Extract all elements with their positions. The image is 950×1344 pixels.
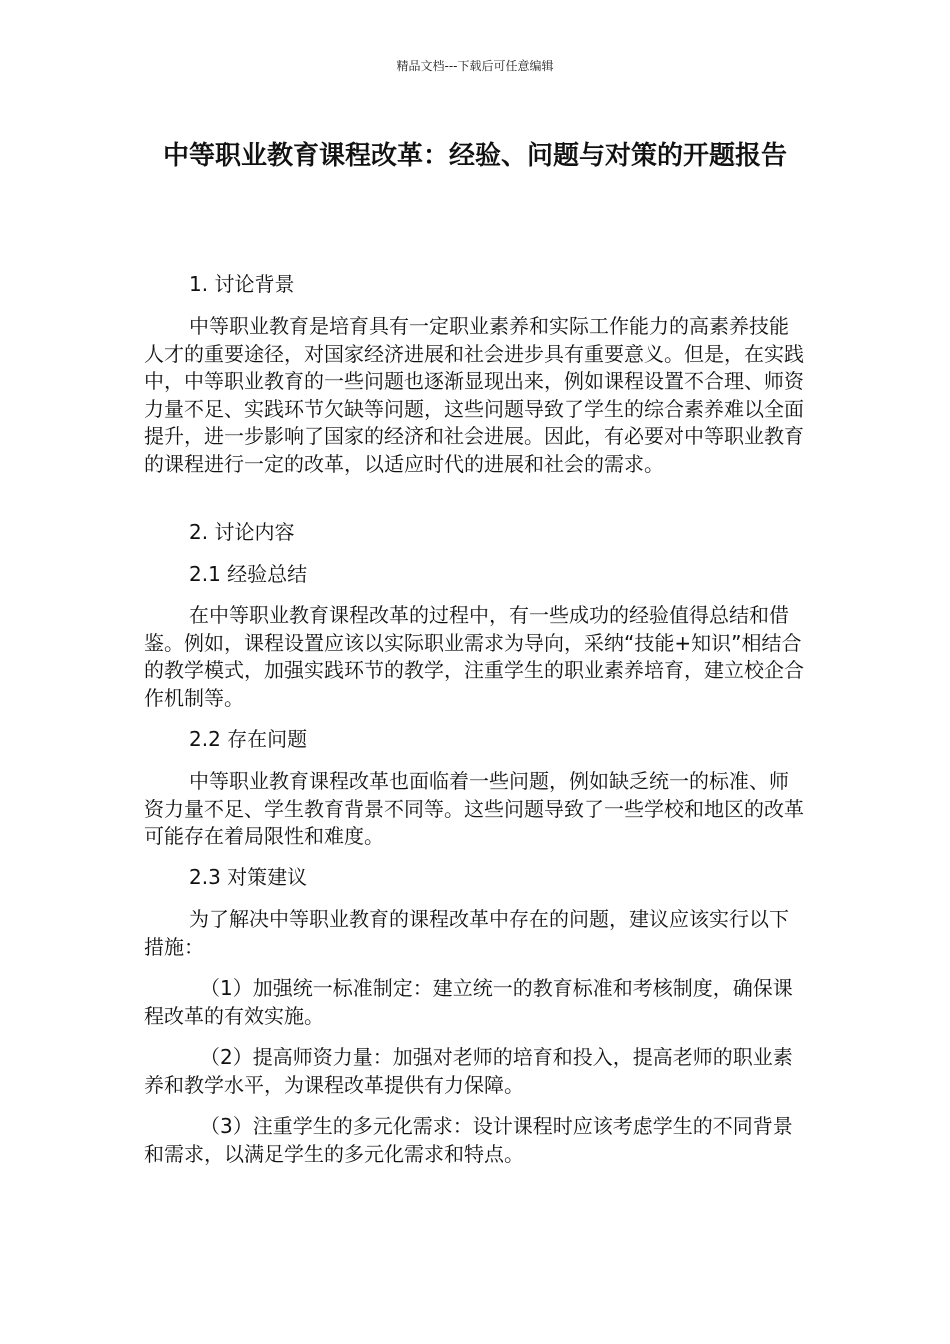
background-paragraph: 中等职业教育是培育具有一定职业素养和实际工作能力的高素养技能人才的重要途径，对国家经济进展和社会进步具有重要意义。但是，在实践中，中等职业教育的一些问题也逐渐显现出来，例如课程设置不合理、师资力量不足、实践环节欠缺等问题，这些问题导致了学生的综合素养难以全面提升，进一步影响了国家的经济和社会进展。因此，有必要对中等职业教育的课程进行一定的改革，以适应时代的进展和社会的需求。 [144, 314, 804, 476]
experience-paragraph: 在中等职业教育课程改革的过程中，有一些成功的经验值得总结和借鉴。例如，课程设置应该以实际职业需求为导向，采纳“技能+知识”相结合的教学模式，加强实践环节的教学，注重学生的职业素养培育，建立校企合作机制等。 [144, 603, 804, 710]
measure-item-3-block [144, 1113, 808, 1168]
countermeasures-intro-block [144, 906, 808, 961]
measure-item: （3）注重学生的多元化需求：设计课程时应该考虑学生的不同背景和需求，以满足学生的多元化需求和特点。 [144, 1114, 793, 1166]
background-paragraph-block [144, 313, 808, 478]
problems-paragraph: 中等职业教育课程改革也面临着一些问题，例如缺乏统一的标准、师资力量不足、学生教育背景不同等。这些问题导致了一些学校和地区的改革可能存在着局限性和难度。 [144, 769, 804, 848]
section-heading-content: 2. 讨论内容 [189, 520, 295, 544]
section-heading-problems: 2.2 存在问题 [189, 727, 308, 751]
measure-item-1-block [144, 975, 808, 1030]
header-note: 精品文档---下载后可任意编辑 [396, 59, 554, 73]
measure-item-2-block [144, 1044, 808, 1099]
countermeasures-intro: 为了解决中等职业教育的课程改革中存在的问题，建议应该实行以下措施： [144, 907, 789, 959]
document-title: 中等职业教育课程改革：经验、问题与对策的开题报告 [162, 141, 787, 171]
section-heading-experience: 2.1 经验总结 [189, 562, 308, 586]
section-heading-background: 1. 讨论背景 [189, 272, 295, 296]
section-heading-countermeasures: 2.3 对策建议 [189, 865, 308, 889]
measure-item: （2）提高师资力量：加强对老师的培育和投入，提高老师的职业素养和教学水平，为课程改革提供有力保障。 [144, 1045, 793, 1097]
measure-item: （1）加强统一标准制定：建立统一的教育标准和考核制度，确保课程改革的有效实施。 [144, 976, 793, 1028]
experience-paragraph-block [144, 602, 808, 712]
problems-paragraph-block [144, 768, 808, 851]
